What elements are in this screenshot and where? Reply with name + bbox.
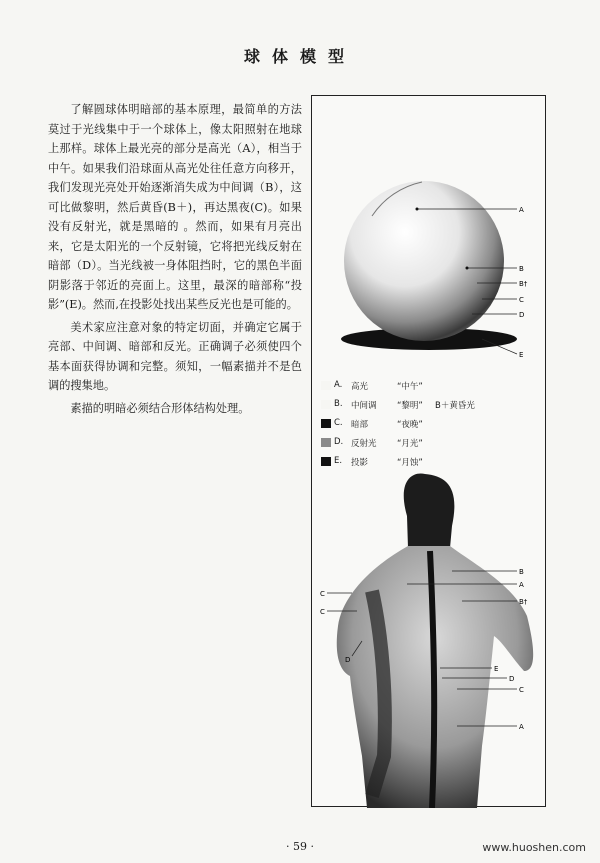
figure-left-label-c2: C [320, 608, 325, 616]
sphere-illustration [341, 181, 528, 359]
page-title: 球体模型 [243, 47, 356, 66]
swatch-icon [321, 400, 331, 409]
paragraph-1: 了解圆球体明暗部的基本原理，最简单的方法莫过于光线集中于一个球体上，像太阳照射在地球上那样。球体上最光亮的部分是高光（A），相当于中午。如果我们沿球面从高光处往任意方向移开，我们发现光亮处开始逐渐消失成为中间调（B），这可比做黎明，然后黄昏(B＋)，再达黑夜(C)。如果没有反射光，就是黑暗的 。然而，如果有月亮出来，它是太阳光的一个反射镜，它将把光线反射在暗部（D）。当光线被一身体阻挡时，它的黑色半面阴影落于邻近的亮面上。这里，最深的暗部称“投影”(E)。然而,在投影处找出某些反光也是可能的。 [48, 103, 302, 311]
sphere-label-e: E [519, 351, 524, 359]
paragraph-2: 美术家应注意对象的特定切面，并确定它属于亮部、中间调、暗部和反光。正确调子必须使四个基本面获得协调和完整。须知，一幅素描并不是色调的搜集地。 [48, 320, 302, 392]
legend-item-a: A. 高光 “中午” [321, 378, 541, 397]
back-figure-illustration [320, 473, 533, 808]
figure-label-c: C [519, 686, 524, 694]
swatch-icon [321, 438, 331, 447]
sphere-label-b: B [519, 265, 524, 273]
sphere-label-a: A [519, 206, 524, 214]
figure-label-d: D [509, 675, 515, 683]
legend-item-b: B. 中间调 “黎明” B＋黄昏光 [321, 397, 541, 416]
body-text [48, 100, 302, 421]
sphere [344, 181, 504, 341]
tone-legend [321, 378, 541, 473]
sphere-label-d: D [519, 311, 525, 319]
figure-label-a: A [519, 581, 524, 589]
legend-item-d: D. 反射光 “月光” [321, 435, 541, 454]
swatch-icon [321, 381, 331, 390]
figure-label-e: E [494, 665, 499, 673]
watermark: www.huoshen.com [482, 841, 586, 854]
figure-label-a-lower: A [519, 723, 524, 731]
sphere-label-b-plus: B† [519, 280, 528, 288]
legend-item-e: E. 投影 “月蚀” [321, 454, 541, 473]
swatch-icon [321, 457, 331, 466]
sphere-label-c: C [519, 296, 524, 304]
legend-item-c: C. 暗部 “夜晚” [321, 416, 541, 435]
paragraph-3: 素描的明暗必须结合形体结构处理。 [70, 401, 250, 415]
swatch-icon [321, 419, 331, 428]
figure-left-label-c: C [320, 590, 325, 598]
figure-left-label-d: D [345, 656, 351, 664]
figure-label-b-plus: B† [519, 598, 528, 606]
page-number: · 59 · [286, 840, 314, 853]
figure-label-b: B [519, 568, 524, 576]
